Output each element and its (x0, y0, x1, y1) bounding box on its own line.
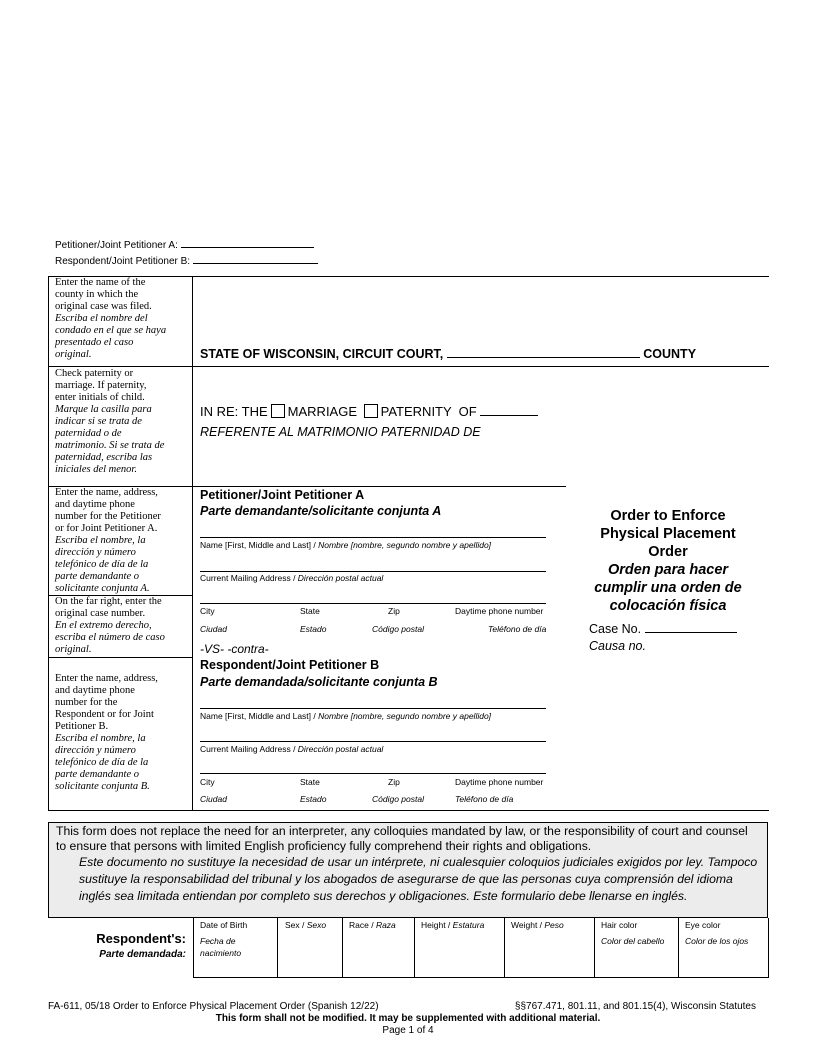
petitioner-title: Petitioner/Joint Petitioner A (200, 488, 365, 502)
hair-label: Hair color (601, 920, 638, 930)
petitioner-top-label: Petitioner/Joint Petitioner A: (55, 240, 314, 251)
table-col-divider (678, 918, 679, 978)
respondent-top-field[interactable] (193, 263, 318, 264)
weight-label: Weight / Peso (511, 920, 564, 930)
eye-label: Eye color (685, 920, 721, 930)
respondent-name-label: Name [First, Middle and Last] / Nombre [nombre, segundo nombre y apellido] (200, 711, 492, 721)
table-col-divider (277, 918, 278, 978)
petitioner-phone-label-es: Teléfono de día (488, 624, 547, 634)
respondent-title: Respondent/Joint Petitioner B (200, 658, 380, 672)
petitioner-title-es: Parte demandante/solicitante conjunta A (200, 504, 442, 518)
petitioner-address-label: Current Mailing Address / Dirección postal actual (200, 573, 384, 583)
dob-label-es-1: Fecha de (200, 936, 236, 946)
table-col-divider (594, 918, 595, 978)
table-col-divider (504, 918, 505, 978)
frame-left (48, 276, 49, 810)
case-number-label-es: Causa no. (589, 639, 646, 653)
interpreter-notice (48, 822, 768, 918)
petitioner-address-input[interactable] (200, 571, 546, 572)
respondent-zip-label-es: Código postal (372, 794, 424, 804)
respondent-title-es: Parte demandada/solicitante conjunta B (200, 675, 438, 689)
notice-spanish: Este documento no sustituye la necesidad de usar un intérprete, ni cualesquier coloquios judiciales exigidos por ley. Tampoco sustituye la responsabilidad del tribunal y los abogados de asegurarse de que las personas cuya comprensión del idioma inglés sea limitada entiendan por completo sus derechos y obligaciones. Este formulario debe llenarse en inglés. (79, 855, 758, 903)
frame-row-4 (48, 657, 192, 658)
petitioner-name-label: Name [First, Middle and Last] / Nombre [nombre, segundo nombre y apellido] (200, 540, 492, 550)
petitioner-city-label: City (200, 606, 215, 616)
vs-label: -VS- -contra- (200, 642, 269, 656)
case-number-input[interactable] (645, 632, 737, 633)
respondent-phone-label: Daytime phone number (455, 777, 544, 787)
eye-label-es: Color de los ojos (685, 936, 749, 946)
frame-bottom (48, 810, 769, 811)
petitioner-zip-label-es: Código postal (372, 624, 424, 634)
footer-form-id: FA-611, 05/18 Order to Enforce Physical Placement Order (Spanish 12/22) (48, 1001, 379, 1012)
footer-notice: This form shall not be modified. It may be supplemented with additional material. (215, 1013, 601, 1024)
respondents-label-es: Parte demandada: (99, 949, 186, 960)
petitioner-phone-label: Daytime phone number (455, 606, 544, 616)
petitioner-state-label: State (300, 606, 320, 616)
petitioner-state-label-es: Estado (300, 624, 327, 634)
respondent-state-label-es: Estado (300, 794, 327, 804)
county-instructions: Enter the name of the county in which the original case was filed. Escriba el nombre del condado en el que se haya presentado el caso original. (55, 277, 167, 360)
petitioner-top-field[interactable] (181, 247, 314, 248)
paternity-checkbox[interactable] (364, 404, 378, 418)
frame-row-1 (48, 366, 769, 367)
respondent-instructions: Enter the name, address, and daytime phone number for the Respondent or for Joint Petitioner B. Escriba el nombre, la dirección y número telefónico de día de la parte demandante o solicitante conjunta B. (55, 673, 158, 792)
respondent-address-input[interactable] (200, 741, 546, 742)
respondent-city-label: City (200, 777, 215, 787)
hair-label-es: Color del cabello (601, 936, 665, 946)
respondent-city-label-es: Ciudad (200, 794, 227, 804)
notice-english: This form does not replace the need for an interpreter, any colloquies mandated by law, or the responsibility of court and counsel to ensure that persons with limited English proficiency fully comprehend their rights and obligations. (56, 824, 748, 853)
dob-label-es-2: nacimiento (200, 948, 242, 958)
petitioner-zip-label: Zip (388, 606, 400, 616)
petitioner-city-label-es: Ciudad (200, 624, 227, 634)
in-re-spanish: REFERENTE AL MATRIMONIO PATERNIDAD DE (200, 425, 481, 439)
race-label: Race / Raza (349, 920, 396, 930)
height-label: Height / Estatura (421, 920, 485, 930)
petitioner-city-input[interactable] (200, 603, 546, 604)
respondent-name-input[interactable] (200, 708, 546, 709)
respondent-address-label: Current Mailing Address / Dirección postal actual (200, 744, 384, 754)
footer-page: Page 1 of 4 (382, 1025, 434, 1036)
order-title: Order to Enforce Physical Placement Order Orden para hacer cumplir una orden de colocación física (594, 508, 742, 614)
county-input[interactable] (447, 357, 640, 358)
in-re-instructions: Check paternity or marriage. If paternity, enter initials of child. Marque la casilla para indicar si se trata de paternidad o de matrimonio. Si se trata de paternidad, escriba las iniciales del menor. (55, 368, 165, 475)
in-re-line: IN RE: THE MARRIAGE PATERNITY OF (200, 404, 538, 419)
court-county-line: STATE OF WISCONSIN, CIRCUIT COURT, COUNTY (200, 347, 697, 361)
dob-label: Date of Birth (200, 920, 248, 930)
petitioner-instructions: Enter the name, address, and daytime phone number for the Petitioner or for Joint Petitioner A. Escriba el nombre, la dirección y número telefónico de día de la parte demandante o solicitante conjunta A. (55, 487, 161, 594)
frame-divider (192, 276, 193, 810)
footer-statutes: §§767.471, 801.11, and 801.15(4), Wisconsin Statutes (514, 1001, 756, 1012)
sex-label: Sex / Sexo (285, 920, 327, 930)
table-col-divider (342, 918, 343, 978)
respondent-top-label: Respondent/Joint Petitioner B: (55, 256, 318, 267)
case-number-instructions: On the far right, enter the original case number. En el extremo derecho, escriba el número de caso original. (55, 596, 165, 655)
petitioner-name-input[interactable] (200, 537, 546, 538)
respondent-city-input[interactable] (200, 773, 546, 774)
marriage-checkbox[interactable] (271, 404, 285, 418)
child-initials-input[interactable] (480, 415, 538, 416)
respondent-state-label: State (300, 777, 320, 787)
respondent-phone-label-es: Teléfono de día (455, 794, 514, 804)
respondents-label: Respondent's: (96, 931, 186, 946)
case-number-line: Case No. (589, 622, 737, 636)
table-col-divider (414, 918, 415, 978)
respondent-zip-label: Zip (388, 777, 400, 787)
